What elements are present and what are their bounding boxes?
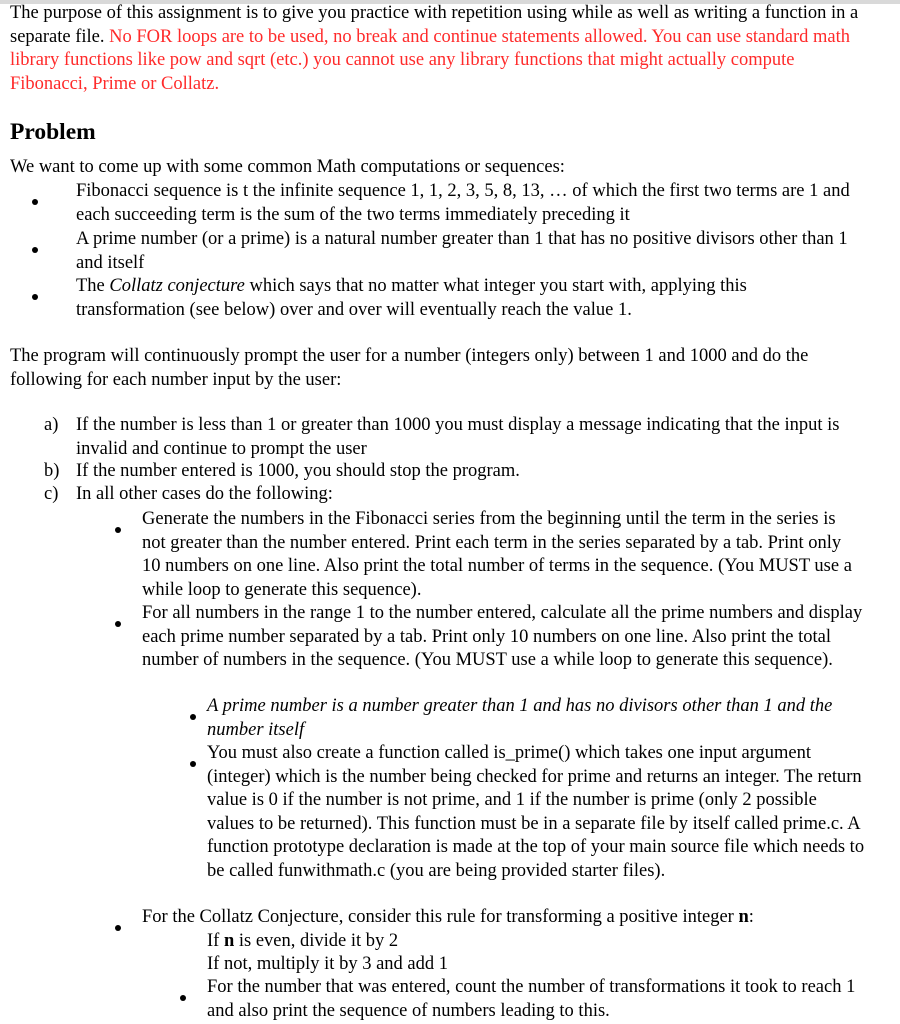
prime-definition-text: A prime number is a number greater than 1 and has no divisors other than 1 and the number itself <box>207 696 833 740</box>
bullet-text: The Collatz conjecture which says that no matter what integer you start with, applying this transformation (see below) over and over will eventually reach the value 1. <box>76 276 747 320</box>
step-text: If the number is less than 1 or greater than 1000 you must display a message indicating that the input is invalid and continue to prompt the user <box>76 415 840 459</box>
step-text: In all other cases do the following: <box>76 484 333 504</box>
is-prime-text: You must also create a function called is_prime() which takes one input argument (integer) which is the number being checked for prime and returns an integer. The return value is 0 if the number is not prime, and 1 if the number is prime (only 2 possible values to be returned). This function must be in a separate file by itself called prime.c. A function prototype declaration is made at the top of your main source file which needs to be called funwithmath.c (you are being provided starter files). <box>207 743 865 881</box>
bullet-icon <box>32 189 38 213</box>
problem-lead: We want to come up with some common Math computations or sequences: <box>10 157 565 177</box>
step-text: If the number entered is 1000, you should stop the program. <box>76 461 520 481</box>
bullet-text: A prime number (or a prime) is a natural number greater than 1 that has no positive divisors other than 1 and itself <box>76 229 848 273</box>
step-marker: a) <box>44 415 59 435</box>
variable-n: n <box>223 931 235 951</box>
sub-text: For the Collatz Conjecture, consider this rule for transforming a positive integer n: <box>142 907 754 927</box>
bullet-icon <box>32 237 38 261</box>
intro-paragraph <box>10 2 870 96</box>
step-marker: b) <box>44 461 60 481</box>
variable-n: n <box>738 907 749 927</box>
intro-text: The purpose of this assignment is to give you practice with repetition using while as well as writing a function in a separate file. <box>10 3 859 47</box>
collatz-count-text: For the number that was entered, count the number of transformations it took to reach 1 and also print the sequence of numbers leading to this. <box>207 977 856 1021</box>
bullet-icon <box>190 704 196 728</box>
problem-heading: Problem <box>10 119 96 145</box>
sub-text: Generate the numbers in the Fibonacci series from the beginning until the term in the series is not greater than the number entered. Print each term in the series separated by a tab. Print only 10 numbers on one line. Also print the total number of terms in the sequence. (You MUST use a while loop to generate this sequence). <box>142 509 852 600</box>
bullet-icon <box>190 751 196 775</box>
collatz-rule-odd: If not, multiply it by 3 and add 1 <box>207 954 448 974</box>
bullet-icon <box>115 611 121 635</box>
bullet-icon <box>115 517 121 541</box>
bullet-icon <box>115 915 121 939</box>
bullet-icon <box>180 985 186 1009</box>
intro-rules-text: No FOR loops are to be used, no break and continue statements allowed. You can use standard math library functions like pow and sqrt (etc.) you cannot use any library functions that might actually compute Fibonacci, Prime or Collatz. <box>10 26 851 94</box>
collatz-rule-even: If n is even, divide it by 2 <box>207 931 399 951</box>
bullet-icon <box>32 284 38 308</box>
collatz-term: Collatz conjecture <box>109 276 245 296</box>
step-marker: c) <box>44 484 59 504</box>
bullet-text: Fibonacci sequence is t the infinite sequence 1, 1, 2, 3, 5, 8, 13, … of which the first two terms are 1 and each succeeding term is the sum of the two terms immediately preceding it <box>76 181 850 225</box>
program-paragraph: The program will continuously prompt the user for a number (integers only) between 1 and 1000 and do the following for each number input by the user: <box>10 346 809 390</box>
sub-text: For all numbers in the range 1 to the number entered, calculate all the prime numbers and display each prime number separated by a tab. Print only 10 numbers on one line. Also print the total number of numbers in the sequence. (You MUST use a while loop to generate this sequence). <box>142 603 863 670</box>
